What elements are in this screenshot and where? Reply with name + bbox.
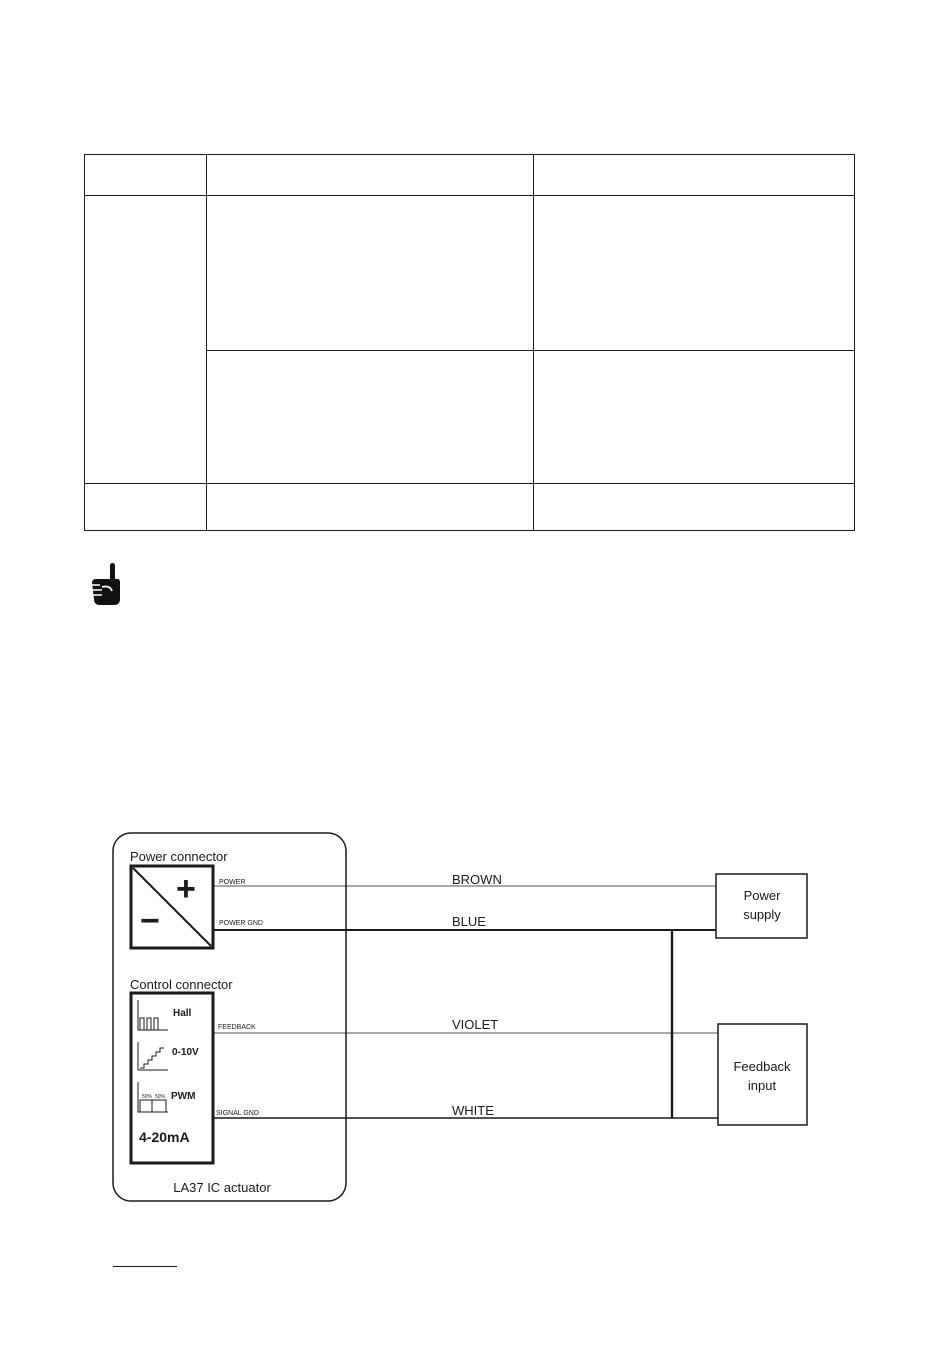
feedback-input-box <box>718 1024 807 1125</box>
hall-label: Hall <box>173 1008 192 1019</box>
wire-label-blue: BLUE <box>452 914 486 929</box>
pin-label-feedback: FEEDBACK <box>218 1024 256 1031</box>
power-supply-label-line2: supply <box>743 907 781 922</box>
hall-waveform-icon <box>138 1000 168 1030</box>
footer-rule <box>113 1266 177 1267</box>
pin-label-power-gnd: POWER GND <box>219 920 263 927</box>
pwm-label: PWM <box>171 1091 196 1102</box>
analog-ramp-icon <box>138 1042 168 1070</box>
table-cell <box>534 484 855 531</box>
analog-label: 0-10V <box>172 1047 199 1058</box>
pwm-duty-label-b: 50% <box>155 1094 166 1100</box>
table-cell <box>85 196 207 484</box>
actuator-label: LA37 IC actuator <box>173 1180 271 1195</box>
minus-symbol: − <box>140 902 160 940</box>
wiring-diagram <box>0 820 950 1220</box>
table-header-cell <box>85 155 207 196</box>
table-header-cell <box>534 155 855 196</box>
pwm-duty-label-a: 50% <box>142 1094 153 1100</box>
table-cell <box>207 351 534 484</box>
table-cell <box>207 196 534 351</box>
power-supply-box <box>716 874 807 938</box>
table-cell <box>534 196 855 351</box>
actuator-outline <box>113 833 346 1201</box>
table-cell <box>85 484 207 531</box>
power-connector-title: Power connector <box>130 849 228 864</box>
specification-table <box>84 154 855 531</box>
table-header-cell <box>207 155 534 196</box>
wire-label-white: WHITE <box>452 1103 494 1118</box>
power-supply-label-line1: Power <box>743 888 781 903</box>
table-row <box>85 484 855 531</box>
wire-label-violet: VIOLET <box>452 1017 499 1032</box>
plus-symbol: + <box>176 870 196 908</box>
pin-label-power: POWER <box>219 879 246 886</box>
feedback-input-label-line2: input <box>747 1078 777 1093</box>
current-signal-label: 4-20mA <box>139 1129 190 1145</box>
table-cell <box>207 484 534 531</box>
control-connector-title: Control connector <box>130 977 233 992</box>
table-row <box>85 196 855 351</box>
pointing-hand-icon <box>88 563 124 607</box>
table-cell <box>534 351 855 484</box>
feedback-input-label-line1: Feedback <box>733 1059 791 1074</box>
wire-label-brown: BROWN <box>452 872 502 887</box>
pin-label-signal-gnd: SIGNAL GND <box>216 1110 259 1117</box>
table-row <box>85 155 855 196</box>
